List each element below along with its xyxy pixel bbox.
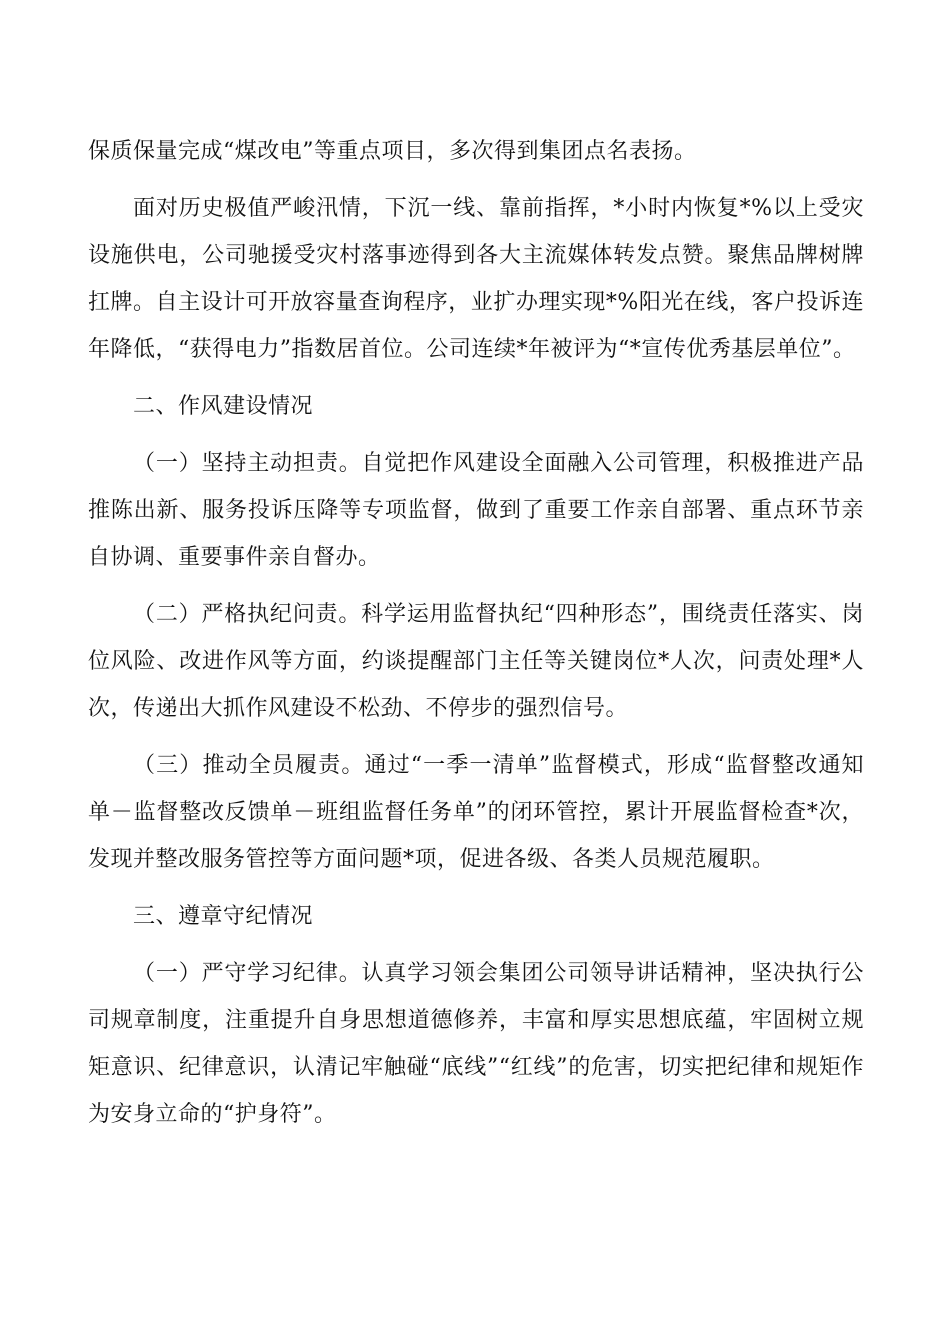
document-body: [88, 128, 864, 1148]
section-heading-work-style: 二、作风建设情况: [133, 394, 314, 419]
paragraph-study-discipline: （一）严守学习纪律。认真学习领会集团公司领导讲话精神，坚决执行公司规章制度，注重提升自身思想道德修养，丰富和厚实思想底蕴，牢固树立规矩意识、纪律意识，认清记牢触碰“底线”“红线”的危害，切实把纪律和规矩作为安身立命的“护身符”。: [88, 961, 864, 1127]
paragraph-all-staff-duty: （三）推动全员履责。通过“一季一清单”监督模式，形成“监督整改通知单－监督整改反馈单－班组监督任务单”的闭环管控，累计开展监督检查*次，发现并整改服务管控等方面问题*项，促进各级、各类人员规范履职。: [88, 753, 864, 872]
paragraph-accountability: （二）严格执纪问责。科学运用监督执纪“四种形态”，围绕责任落实、岗位风险、改进作风等方面，约谈提醒部门主任等关键岗位*人次，问责处理*人次，传递出大抓作风建设不松劲、不停步的强烈信号。: [88, 602, 864, 721]
paragraph-flood-response: 面对历史极值严峻汛情，下沉一线、靠前指挥，*小时内恢复*%以上受灾设施供电，公司驰援受灾村落事迹得到各大主流媒体转发点赞。聚焦品牌树牌扛牌。自主设计可开放容量查询程序，业扩办理实现*%阳光在线，客户投诉连年降低，“获得电力”指数居首位。公司连续*年被评为“*宣传优秀基层单位”。: [88, 196, 864, 362]
section-heading-discipline: 三、遵章守纪情况: [133, 904, 314, 929]
paragraph-responsibility: （一）坚持主动担责。自觉把作风建设全面融入公司管理，积极推进产品推陈出新、服务投诉压降等专项监督，做到了重要工作亲自部署、重点环节亲自协调、重要事件亲自督办。: [88, 451, 864, 570]
paragraph-continued: 保质保量完成“煤改电”等重点项目，多次得到集团点名表扬。: [88, 139, 697, 164]
